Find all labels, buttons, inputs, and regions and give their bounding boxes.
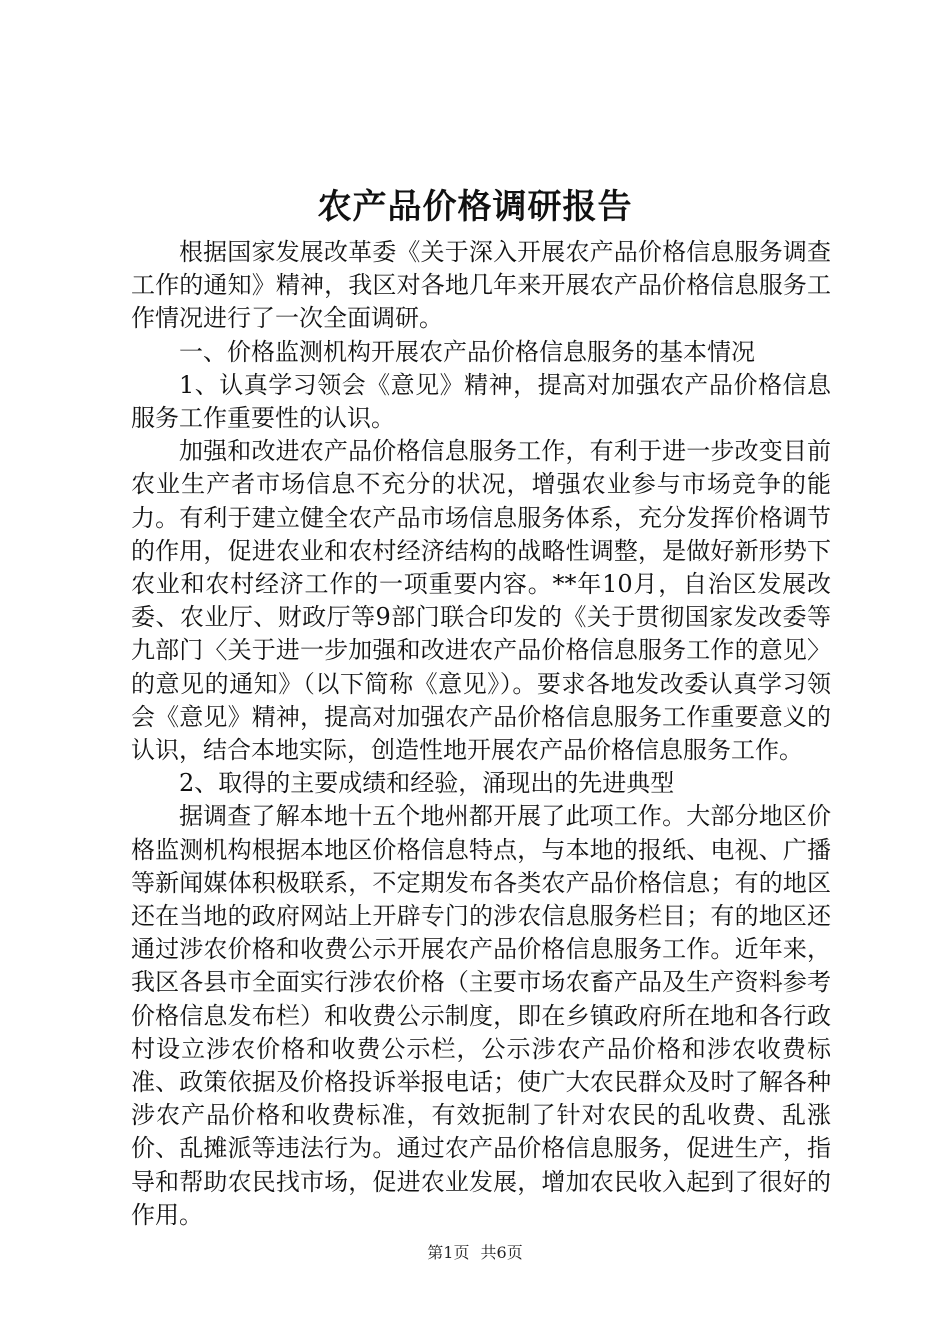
paragraph-importance: 加强和改进农产品价格信息服务工作，有利于进一步改变目前农业生产者市场信息不充分的状况，增强农业参与市场竞争的能力。有利于建立健全农产品市场信息服务体系，充分发挥价格调节的作用，促进农业和农村经济结构的战略性调整，是做好新形势下农业和农村经济工作的一项重要内容。**年10月，自治区发展改委、农业厅、财政厅等9部门联合印发的《关于贯彻国家发改委等九部门〈关于进一步加强和改进农产品价格信息服务工作的意见〉的意见的通知》（以下简称《意见》）。要求各地发改委认真学习领会《意见》精神，提高对加强农产品价格信息服务工作重要意义的认识，结合本地实际，创造性地开展农产品价格信息服务工作。 bbox=[131, 437, 831, 765]
subheading-1: 1、认真学习领会《意见》精神，提高对加强农产品价格信息服务工作重要性的认识。 bbox=[131, 370, 831, 433]
page-footer bbox=[0, 1242, 950, 1264]
page-number: 第1页 bbox=[427, 1243, 470, 1262]
document-body bbox=[131, 236, 831, 1232]
section-heading-1: 一、价格监测机构开展农产品价格信息服务的基本情况 bbox=[179, 337, 755, 366]
document-title: 农产品价格调研报告 bbox=[317, 187, 633, 227]
paragraph-achievements: 据调查了解本地十五个地州都开展了此项工作。大部分地区价格监测机构根据本地区价格信息特点，与本地的报纸、电视、广播等新闻媒体积极联系，不定期发布各类农产品价格信息；有的地区还在当地的政府网站上开辟专门的涉农信息服务栏目；有的地区还通过涉农价格和收费公示开展农产品价格信息服务工作。近年来，我区各县市全面实行涉农价格（主要市场农畜产品及生产资料参考价格信息发布栏）和收费公示制度，即在乡镇政府所在地和各行政村设立涉农价格和收费公示栏，公示涉农产品价格和涉农收费标准、政策依据及价格投诉举报电话；使广大农民群众及时了解各种涉农产品价格和收费标准，有效扼制了针对农民的乱收费、乱涨价、乱摊派等违法行为。通过农产品价格信息服务，促进生产，指导和帮助农民找市场，促进农业发展，增加农民收入起到了很好的作用。 bbox=[131, 802, 831, 1229]
subheading-2: 2、取得的主要成绩和经验，涌现出的先进典型 bbox=[179, 769, 675, 798]
paragraph-intro: 根据国家发展改革委《关于深入开展农产品价格信息服务调查工作的通知》精神，我区对各地几年来开展农产品价格信息服务工作情况进行了一次全面调研。 bbox=[131, 238, 831, 333]
page-total: 共6页 bbox=[480, 1243, 523, 1262]
